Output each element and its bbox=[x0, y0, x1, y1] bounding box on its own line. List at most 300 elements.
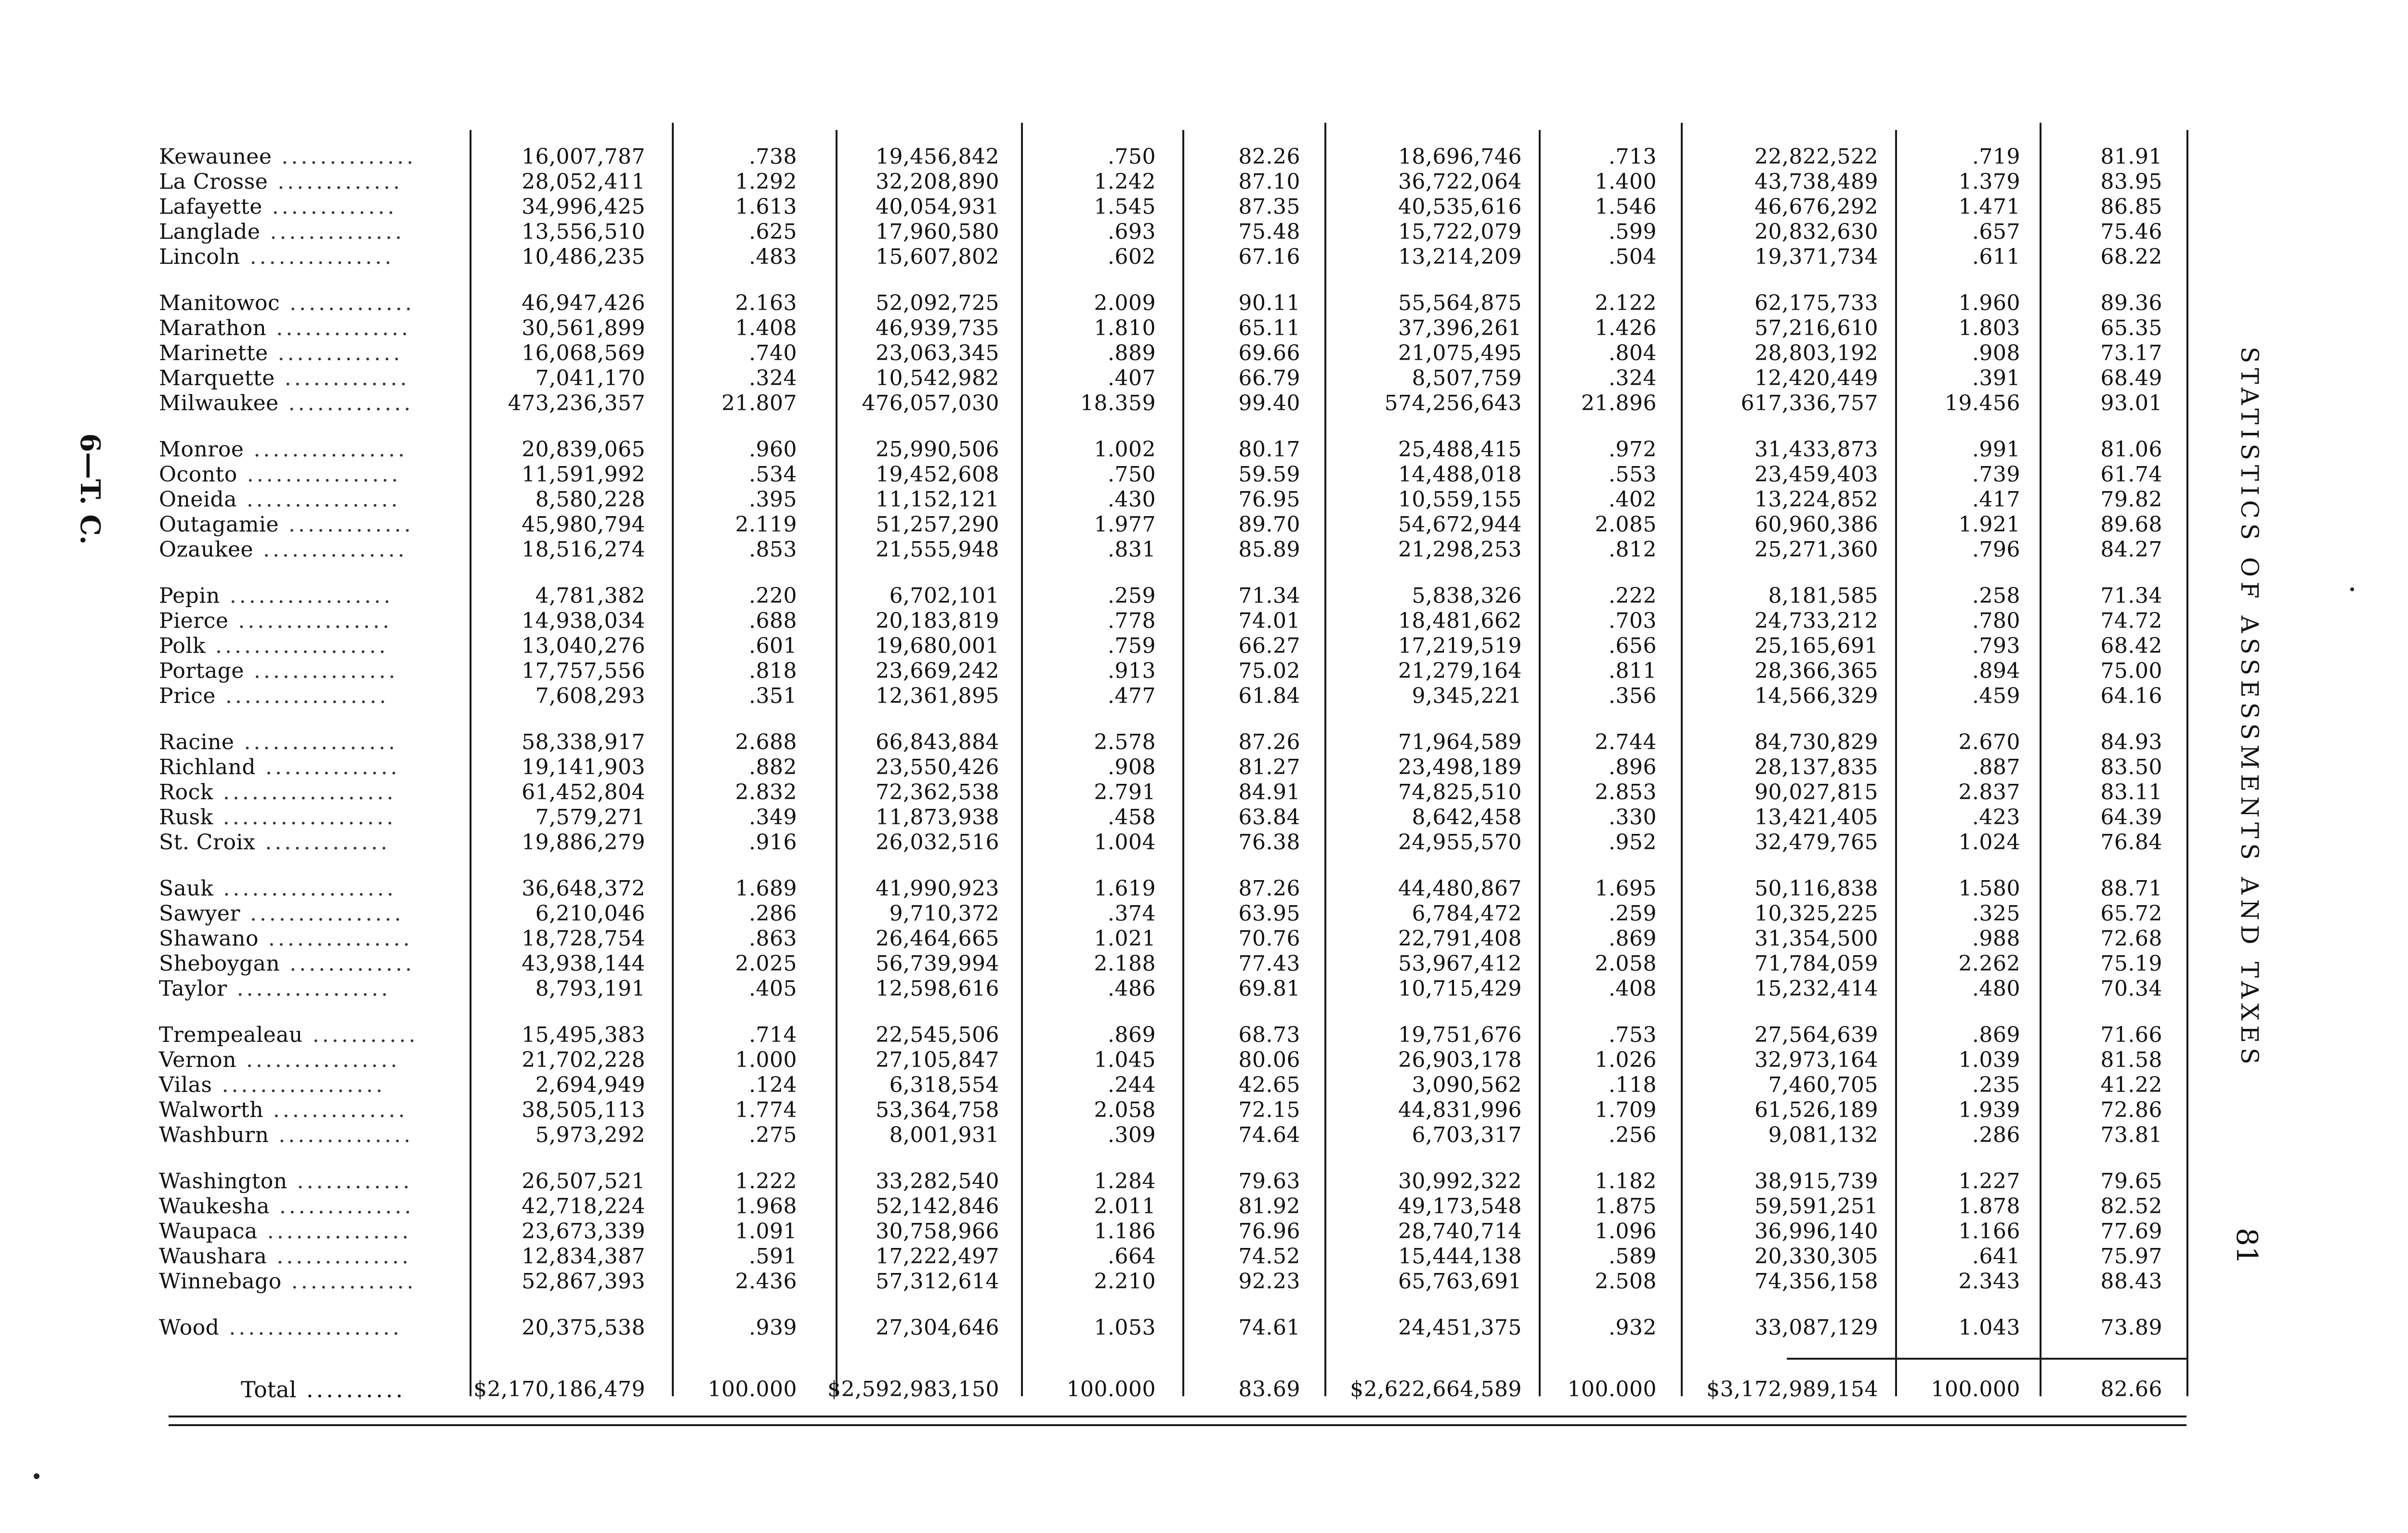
table-cell: 76.96 bbox=[1238, 1219, 1300, 1244]
county-label: Marquette bbox=[159, 366, 275, 390]
county-label: Manitowoc bbox=[159, 291, 280, 315]
table-cell: 19,141,903 bbox=[522, 755, 645, 779]
table-cell: 66,843,884 bbox=[876, 730, 999, 754]
county-name bbox=[159, 537, 467, 562]
table-cell: 2.832 bbox=[735, 780, 797, 805]
table-cell: 21,702,228 bbox=[522, 1048, 645, 1072]
county-label: Marathon bbox=[159, 316, 267, 340]
table-cell: .869 bbox=[1609, 926, 1657, 951]
table-cell: .780 bbox=[1972, 609, 2020, 633]
county-name bbox=[159, 1098, 467, 1123]
table-cell: 21,075,495 bbox=[1398, 341, 1522, 365]
table-cell: .402 bbox=[1609, 487, 1657, 512]
table-cell: 1.545 bbox=[1094, 195, 1156, 219]
table-cell: 74.72 bbox=[2100, 609, 2162, 633]
leader-dots: ................. bbox=[220, 584, 393, 608]
table-cell: 42.65 bbox=[1238, 1073, 1300, 1097]
table-cell: 476,057,030 bbox=[862, 391, 999, 416]
county-name bbox=[159, 684, 467, 709]
table-cell: 1.921 bbox=[1958, 512, 2020, 537]
table-cell: 20,183,819 bbox=[876, 609, 999, 633]
table-cell: 52,092,725 bbox=[876, 291, 999, 315]
table-cell: 1.968 bbox=[735, 1194, 797, 1219]
table-cell: .118 bbox=[1609, 1073, 1657, 1097]
table-cell: .477 bbox=[1108, 684, 1156, 708]
table-cell: 2.058 bbox=[1595, 951, 1657, 976]
leader-dots: .............. bbox=[260, 220, 405, 244]
table-cell: 80.17 bbox=[1238, 437, 1300, 462]
county-label: Richland bbox=[159, 755, 256, 779]
leader-dots: ............. bbox=[262, 195, 397, 219]
table-cell: 10,559,155 bbox=[1398, 487, 1522, 512]
leader-dots: ............. bbox=[275, 366, 410, 390]
table-cell: 76.95 bbox=[1238, 487, 1300, 512]
table-cell: .896 bbox=[1609, 755, 1657, 779]
table-cell: 70.34 bbox=[2100, 976, 2162, 1001]
column-rule bbox=[2186, 130, 2188, 1396]
table-cell: .611 bbox=[1972, 245, 2020, 269]
table-cell: 22,822,522 bbox=[1754, 144, 1878, 169]
table-cell: 18,516,274 bbox=[522, 537, 645, 562]
table-cell: 99.40 bbox=[1238, 391, 1300, 416]
table-cell: 46,676,292 bbox=[1754, 195, 1878, 219]
table-cell: 1.810 bbox=[1094, 316, 1156, 340]
table-cell: 25,990,506 bbox=[876, 437, 999, 462]
table-cell: 13,040,276 bbox=[522, 634, 645, 658]
table-cell: 63.84 bbox=[1238, 805, 1300, 830]
county-name bbox=[159, 1315, 467, 1340]
table-cell: 81.91 bbox=[2100, 144, 2162, 169]
table-cell: 2.085 bbox=[1595, 512, 1657, 537]
table-cell: .812 bbox=[1609, 537, 1657, 562]
total-cell: $2,592,983,150 bbox=[827, 1377, 999, 1402]
table-cell: 2.508 bbox=[1595, 1269, 1657, 1294]
table-cell: 30,992,322 bbox=[1398, 1169, 1522, 1194]
county-name bbox=[159, 755, 467, 780]
leader-dots: .............. bbox=[263, 1098, 408, 1122]
table-cell: 20,375,538 bbox=[522, 1315, 645, 1340]
table-cell: .818 bbox=[749, 659, 797, 683]
table-cell: 79.65 bbox=[2100, 1169, 2162, 1194]
leader-dots: ........... bbox=[302, 1023, 419, 1047]
table-cell: 2.210 bbox=[1094, 1269, 1156, 1294]
table-cell: 61.84 bbox=[1238, 684, 1300, 708]
table-cell: .259 bbox=[1108, 584, 1156, 608]
table-cell: 37,396,261 bbox=[1398, 316, 1522, 340]
table-cell: 10,715,429 bbox=[1398, 976, 1522, 1001]
leader-dots: ................ bbox=[234, 730, 398, 754]
table-cell: 2.578 bbox=[1094, 730, 1156, 754]
table-cell: 19,886,279 bbox=[522, 830, 645, 855]
table-cell: 76.38 bbox=[1238, 830, 1300, 855]
table-cell: 55,564,875 bbox=[1398, 291, 1522, 315]
horizontal-rule bbox=[169, 1424, 2186, 1426]
county-name bbox=[159, 830, 467, 855]
county-label: Trempealeau bbox=[159, 1023, 303, 1047]
table-cell: 1.096 bbox=[1595, 1219, 1657, 1244]
table-cell: 30,758,966 bbox=[876, 1219, 999, 1244]
table-cell: 1.580 bbox=[1958, 876, 2020, 901]
table-cell: 1.186 bbox=[1094, 1219, 1156, 1244]
table-cell: 10,542,982 bbox=[876, 366, 999, 390]
table-cell: 21,555,948 bbox=[876, 537, 999, 562]
table-cell: .793 bbox=[1972, 634, 2020, 658]
table-cell: .657 bbox=[1972, 220, 2020, 244]
table-cell: .887 bbox=[1972, 755, 2020, 779]
table-cell: 473,236,357 bbox=[508, 391, 645, 416]
table-cell: 19,456,842 bbox=[876, 144, 999, 169]
table-cell: 20,839,065 bbox=[522, 437, 645, 462]
leader-dots: .............. bbox=[272, 144, 417, 169]
table-cell: 27,105,847 bbox=[876, 1048, 999, 1072]
table-cell: 13,421,405 bbox=[1754, 805, 1878, 830]
table-cell: 5,973,292 bbox=[535, 1123, 645, 1147]
leader-dots: .................. bbox=[213, 780, 396, 805]
table-cell: .407 bbox=[1108, 366, 1156, 390]
table-cell: 15,444,138 bbox=[1398, 1244, 1522, 1269]
table-cell: 72.86 bbox=[2100, 1098, 2162, 1122]
county-name bbox=[159, 584, 467, 609]
table-cell: 1.960 bbox=[1958, 291, 2020, 315]
table-cell: 1.045 bbox=[1094, 1048, 1156, 1072]
table-cell: 41.22 bbox=[2100, 1073, 2162, 1097]
total-text: Total bbox=[241, 1377, 297, 1403]
table-cell: .244 bbox=[1108, 1073, 1156, 1097]
table-cell: 1.091 bbox=[735, 1219, 797, 1244]
table-cell: .256 bbox=[1609, 1123, 1657, 1147]
table-cell: .483 bbox=[749, 245, 797, 269]
table-cell: 15,495,383 bbox=[522, 1023, 645, 1047]
table-cell: 40,535,616 bbox=[1398, 195, 1522, 219]
table-cell: 23,669,242 bbox=[876, 659, 999, 683]
table-cell: 64.39 bbox=[2100, 805, 2162, 830]
county-name bbox=[159, 1023, 467, 1048]
table-cell: .324 bbox=[749, 366, 797, 390]
table-cell: 40,054,931 bbox=[876, 195, 999, 219]
county-label: Price bbox=[159, 684, 216, 708]
table-cell: 90.11 bbox=[1238, 291, 1300, 315]
table-cell: .991 bbox=[1972, 437, 2020, 462]
county-label: Sheboygan bbox=[159, 951, 280, 976]
table-cell: 33,087,129 bbox=[1754, 1315, 1878, 1340]
county-name bbox=[159, 245, 467, 270]
table-cell: 69.66 bbox=[1238, 341, 1300, 365]
table-cell: 14,938,034 bbox=[522, 609, 645, 633]
table-cell: 23,550,426 bbox=[876, 755, 999, 779]
table-cell: 1.222 bbox=[735, 1169, 797, 1194]
table-cell: 2.853 bbox=[1595, 780, 1657, 805]
table-cell: 41,990,923 bbox=[876, 876, 999, 901]
table-cell: 26,507,521 bbox=[522, 1169, 645, 1194]
table-cell: 11,152,121 bbox=[876, 487, 999, 512]
table-cell: 75.46 bbox=[2100, 220, 2162, 244]
table-cell: .374 bbox=[1108, 901, 1156, 926]
table-cell: 52,867,393 bbox=[522, 1269, 645, 1294]
table-cell: .853 bbox=[749, 537, 797, 562]
table-cell: 1.546 bbox=[1595, 195, 1657, 219]
table-cell: 8,642,458 bbox=[1412, 805, 1522, 830]
table-cell: 59,591,251 bbox=[1754, 1194, 1878, 1219]
table-cell: 25,488,415 bbox=[1398, 437, 1522, 462]
table-cell: .960 bbox=[749, 437, 797, 462]
table-cell: 74.52 bbox=[1238, 1244, 1300, 1269]
leader-dots: ................ bbox=[228, 609, 393, 633]
table-cell: 83.50 bbox=[2100, 755, 2162, 779]
table-cell: 1.379 bbox=[1958, 169, 2020, 194]
total-cell: 100.000 bbox=[707, 1377, 797, 1402]
leader-dots: ................ bbox=[236, 487, 401, 512]
table-cell: 1.002 bbox=[1094, 437, 1156, 462]
table-cell: 1.613 bbox=[735, 195, 797, 219]
table-cell: 14,488,018 bbox=[1398, 462, 1522, 487]
table-cell: 5,838,326 bbox=[1412, 584, 1522, 608]
table-cell: 86.85 bbox=[2100, 195, 2162, 219]
county-name bbox=[159, 1073, 467, 1098]
leader-dots: .................. bbox=[206, 634, 389, 658]
table-cell: 93.01 bbox=[2100, 391, 2162, 416]
table-cell: 75.19 bbox=[2100, 951, 2162, 976]
table-cell: 1.400 bbox=[1595, 169, 1657, 194]
leader-dots: ............ bbox=[287, 1169, 413, 1194]
table-cell: 87.26 bbox=[1238, 730, 1300, 754]
table-cell: 33,282,540 bbox=[876, 1169, 999, 1194]
table-cell: .286 bbox=[1972, 1123, 2020, 1147]
table-cell: .423 bbox=[1972, 805, 2020, 830]
table-cell: 19.456 bbox=[1945, 391, 2020, 416]
table-cell: 36,996,140 bbox=[1754, 1219, 1878, 1244]
table-cell: .688 bbox=[749, 609, 797, 633]
table-cell: 4,781,382 bbox=[535, 584, 645, 608]
leader-dots: ............. bbox=[268, 341, 403, 365]
county-name bbox=[159, 976, 467, 1001]
table-cell: 19,371,734 bbox=[1754, 245, 1878, 269]
table-cell: .625 bbox=[749, 220, 797, 244]
table-cell: .804 bbox=[1609, 341, 1657, 365]
table-cell: 69.81 bbox=[1238, 976, 1300, 1001]
table-cell: 89.36 bbox=[2100, 291, 2162, 315]
table-cell: 68.49 bbox=[2100, 366, 2162, 390]
table-cell: 19,680,001 bbox=[876, 634, 999, 658]
leader-dots: ............. bbox=[278, 391, 414, 416]
table-cell: 70.76 bbox=[1238, 926, 1300, 951]
table-cell: 2,694,949 bbox=[535, 1073, 645, 1097]
table-cell: 8,507,759 bbox=[1412, 366, 1522, 390]
table-cell: 65.72 bbox=[2100, 901, 2162, 926]
county-name bbox=[159, 195, 467, 220]
table-cell: .504 bbox=[1609, 245, 1657, 269]
table-cell: 60,960,386 bbox=[1754, 512, 1878, 537]
table-cell: 8,580,228 bbox=[535, 487, 645, 512]
leader-dots: ............. bbox=[255, 830, 391, 855]
table-cell: 2.688 bbox=[735, 730, 797, 754]
table-cell: 24,451,375 bbox=[1398, 1315, 1522, 1340]
leader-dots: ............. bbox=[268, 169, 403, 194]
table-cell: 12,598,616 bbox=[876, 976, 999, 1001]
table-cell: 1.695 bbox=[1595, 876, 1657, 901]
table-cell: .459 bbox=[1972, 684, 2020, 708]
table-cell: 18.359 bbox=[1080, 391, 1156, 416]
table-cell: 1.053 bbox=[1094, 1315, 1156, 1340]
county-name bbox=[159, 659, 467, 684]
table-cell: 1.284 bbox=[1094, 1169, 1156, 1194]
table-cell: .753 bbox=[1609, 1023, 1657, 1047]
table-cell: 6,210,046 bbox=[535, 901, 645, 926]
table-cell: .719 bbox=[1972, 144, 2020, 169]
county-name bbox=[159, 1194, 467, 1219]
table-cell: 64.16 bbox=[2100, 684, 2162, 708]
table-cell: .863 bbox=[749, 926, 797, 951]
table-cell: 81.06 bbox=[2100, 437, 2162, 462]
county-name bbox=[159, 169, 467, 195]
table-cell: .932 bbox=[1609, 1315, 1657, 1340]
table-cell: 23,498,189 bbox=[1398, 755, 1522, 779]
county-name bbox=[159, 437, 467, 462]
table-cell: 18,728,754 bbox=[522, 926, 645, 951]
table-cell: 54,672,944 bbox=[1398, 512, 1522, 537]
table-cell: .602 bbox=[1108, 245, 1156, 269]
leader-dots: ............. bbox=[281, 1269, 417, 1294]
table-cell: 11,873,938 bbox=[876, 805, 999, 830]
total-cell: $2,170,186,479 bbox=[473, 1377, 645, 1402]
table-cell: 1.026 bbox=[1595, 1048, 1657, 1072]
table-cell: 67.16 bbox=[1238, 245, 1300, 269]
table-cell: .972 bbox=[1609, 437, 1657, 462]
table-cell: 17,219,519 bbox=[1398, 634, 1522, 658]
county-name bbox=[159, 901, 467, 926]
table-cell: 71,784,059 bbox=[1754, 951, 1878, 976]
table-cell: 2.791 bbox=[1094, 780, 1156, 805]
table-cell: 2.011 bbox=[1094, 1194, 1156, 1219]
table-cell: 87.26 bbox=[1238, 876, 1300, 901]
county-name bbox=[159, 1269, 467, 1294]
table-cell: 1.878 bbox=[1958, 1194, 2020, 1219]
table-cell: 92.23 bbox=[1238, 1269, 1300, 1294]
leader-dots: .............. bbox=[269, 1194, 414, 1219]
county-name bbox=[159, 634, 467, 659]
table-cell: 84,730,829 bbox=[1754, 730, 1878, 754]
table-cell: .325 bbox=[1972, 901, 2020, 926]
county-label: Sauk bbox=[159, 876, 214, 901]
table-cell: .330 bbox=[1609, 805, 1657, 830]
table-cell: 2.025 bbox=[735, 951, 797, 976]
table-cell: 74,356,158 bbox=[1754, 1269, 1878, 1294]
table-cell: 74.61 bbox=[1238, 1315, 1300, 1340]
table-cell: .713 bbox=[1609, 144, 1657, 169]
table-cell: .220 bbox=[749, 584, 797, 608]
table-cell: 24,955,570 bbox=[1398, 830, 1522, 855]
county-label: Vilas bbox=[159, 1073, 212, 1097]
county-label: Vernon bbox=[159, 1048, 236, 1072]
table-cell: 1.709 bbox=[1595, 1098, 1657, 1122]
table-cell: 10,325,225 bbox=[1754, 901, 1878, 926]
table-cell: 2.122 bbox=[1595, 291, 1657, 315]
table-cell: 77.43 bbox=[1238, 951, 1300, 976]
table-cell: 1.242 bbox=[1094, 169, 1156, 194]
table-cell: 72.15 bbox=[1238, 1098, 1300, 1122]
leader-dots: ............. bbox=[280, 291, 415, 315]
leader-dots: .............. bbox=[266, 316, 411, 340]
county-label: Lafayette bbox=[159, 195, 262, 219]
table-cell: 75.48 bbox=[1238, 220, 1300, 244]
table-cell: .664 bbox=[1108, 1244, 1156, 1269]
table-cell: .599 bbox=[1609, 220, 1657, 244]
table-cell: 65.11 bbox=[1238, 316, 1300, 340]
table-cell: .908 bbox=[1108, 755, 1156, 779]
table-cell: 75.02 bbox=[1238, 659, 1300, 683]
leader-dots: .................. bbox=[213, 805, 396, 830]
table-cell: 85.89 bbox=[1238, 537, 1300, 562]
table-cell: .259 bbox=[1609, 901, 1657, 926]
leader-dots: ................. bbox=[215, 684, 389, 708]
running-title: STATISTICS OF ASSESSMENTS AND TAXES bbox=[2236, 347, 2264, 1069]
county-label: Kewaunee bbox=[159, 144, 272, 169]
table-cell: .750 bbox=[1108, 462, 1156, 487]
table-cell: 32,479,765 bbox=[1754, 830, 1878, 855]
table-cell: 31,354,500 bbox=[1754, 926, 1878, 951]
table-cell: .124 bbox=[749, 1073, 797, 1097]
county-label: Portage bbox=[159, 659, 244, 683]
leader-dots: .............. bbox=[269, 1123, 414, 1147]
table-cell: 22,791,408 bbox=[1398, 926, 1522, 951]
table-cell: .656 bbox=[1609, 634, 1657, 658]
table-cell: 2.058 bbox=[1094, 1098, 1156, 1122]
table-cell: 71,964,589 bbox=[1398, 730, 1522, 754]
table-cell: .417 bbox=[1972, 487, 2020, 512]
table-cell: 7,041,170 bbox=[535, 366, 645, 390]
table-cell: .778 bbox=[1108, 609, 1156, 633]
table-cell: 28,740,714 bbox=[1398, 1219, 1522, 1244]
table-cell: 2.744 bbox=[1595, 730, 1657, 754]
leader-dots: .............. bbox=[267, 1244, 412, 1269]
table-cell: 42,718,224 bbox=[522, 1194, 645, 1219]
table-cell: .811 bbox=[1609, 659, 1657, 683]
table-cell: 25,271,360 bbox=[1754, 537, 1878, 562]
table-cell: .693 bbox=[1108, 220, 1156, 244]
table-cell: 6,702,101 bbox=[889, 584, 999, 608]
county-label: Washington bbox=[159, 1169, 288, 1194]
county-label: Marinette bbox=[159, 341, 268, 365]
county-label: Waupaca bbox=[159, 1219, 258, 1244]
table-cell: 53,364,758 bbox=[876, 1098, 999, 1122]
table-cell: 617,336,757 bbox=[1741, 391, 1878, 416]
table-cell: 6,784,472 bbox=[1412, 901, 1522, 926]
table-cell: 31,433,873 bbox=[1754, 437, 1878, 462]
table-cell: 43,938,144 bbox=[522, 951, 645, 976]
table-cell: 9,710,372 bbox=[889, 901, 999, 926]
table-cell: 87.10 bbox=[1238, 169, 1300, 194]
table-cell: 9,345,221 bbox=[1412, 684, 1522, 708]
leader-dots: ................. bbox=[212, 1073, 386, 1097]
table-cell: 21.807 bbox=[721, 391, 797, 416]
table-cell: .351 bbox=[749, 684, 797, 708]
table-cell: 1.426 bbox=[1595, 316, 1657, 340]
county-label: Pepin bbox=[159, 584, 220, 608]
horizontal-rule bbox=[1787, 1358, 2186, 1360]
county-label: Waushara bbox=[159, 1244, 267, 1269]
county-label: Oconto bbox=[159, 462, 237, 487]
table-cell: .324 bbox=[1609, 366, 1657, 390]
table-cell: .894 bbox=[1972, 659, 2020, 683]
table-cell: 17,960,580 bbox=[876, 220, 999, 244]
table-cell: 90,027,815 bbox=[1754, 780, 1878, 805]
leader-dots: ............... bbox=[257, 1219, 412, 1244]
table-cell: 84.93 bbox=[2100, 730, 2162, 754]
table-cell: 27,564,639 bbox=[1754, 1023, 1878, 1047]
table-cell: 2.436 bbox=[735, 1269, 797, 1294]
table-cell: 1.875 bbox=[1595, 1194, 1657, 1219]
table-cell: 25,165,691 bbox=[1754, 634, 1878, 658]
table-cell: 50,116,838 bbox=[1754, 876, 1878, 901]
